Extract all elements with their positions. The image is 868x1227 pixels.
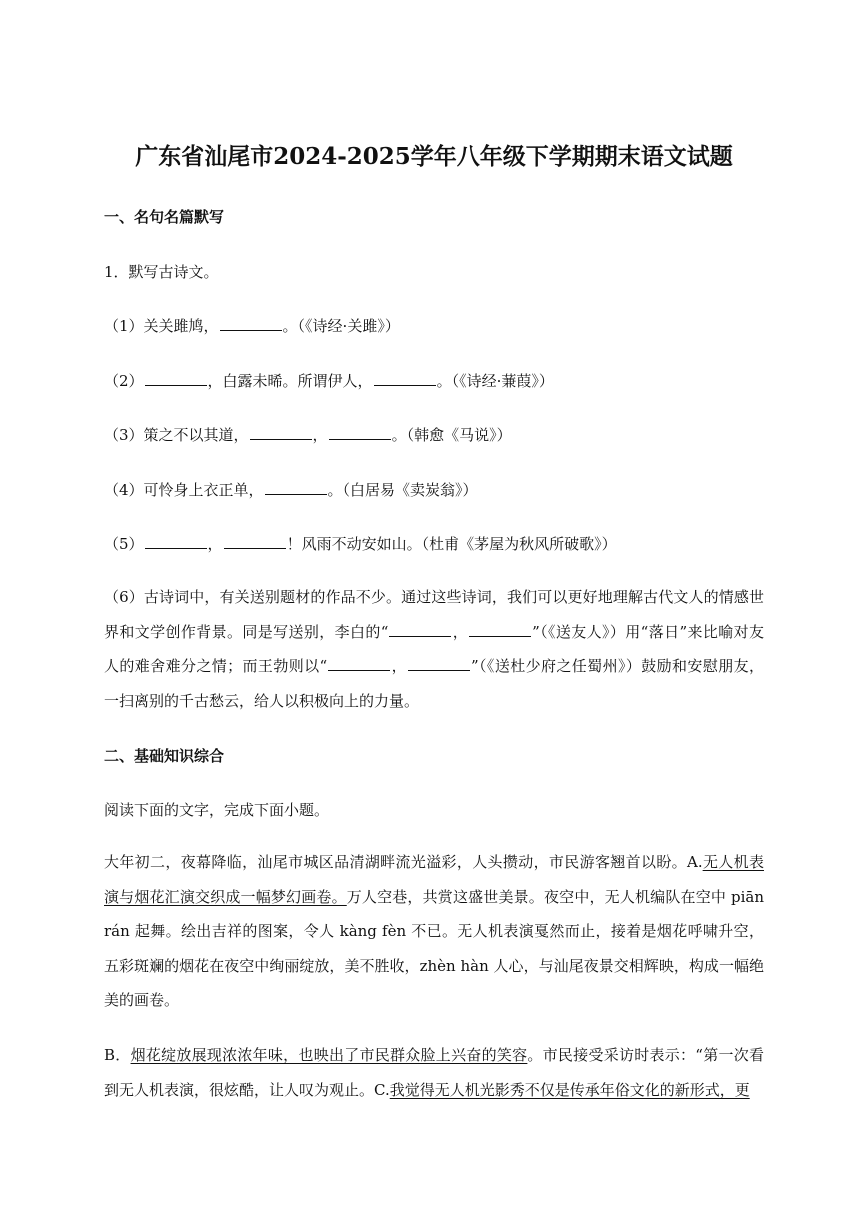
item-5-text-b: ， — [207, 535, 223, 553]
answer-blank[interactable] — [265, 480, 327, 495]
item-2-text-c: 。（《诗经·蒹葭》） — [436, 372, 554, 390]
item-4-text-b: 。（白居易《卖炭翁》） — [327, 481, 478, 499]
item-4 — [104, 479, 478, 500]
item-3-text-b: ， — [312, 426, 328, 444]
answer-blank[interactable] — [145, 534, 207, 549]
item-3 — [104, 424, 512, 445]
item-1-text-a: （1）关关雎鸠， — [104, 317, 219, 335]
reading-instruction: 阅读下面的文字，完成下面小题。 — [104, 801, 330, 819]
answer-blank[interactable] — [408, 656, 470, 671]
item-1 — [104, 315, 400, 336]
item-5-text-c: ！风雨不动安如山。（杜甫《茅屋为秋风所破歌》） — [286, 535, 617, 553]
paragraph-2-text-a: B． — [104, 1046, 131, 1064]
item-3-text-c: 。（韩愈《马说》） — [391, 426, 512, 444]
item-6-text-a: （6）古诗词中，有关送别题材的作品不少。通过这些诗词，我们可以更好地理解古代文人的情感世界和文学创作背景。同是写送别，李白的“ — [104, 588, 764, 641]
answer-blank[interactable] — [250, 425, 312, 440]
answer-blank[interactable] — [329, 425, 391, 440]
reading-paragraph-2 — [104, 1038, 764, 1107]
answer-blank[interactable] — [469, 622, 531, 637]
item-3-text-a: （3）策之不以其道， — [104, 426, 249, 444]
item-6 — [104, 580, 764, 718]
question-1-stem: 1．默写古诗文。 — [104, 263, 219, 281]
item-6-text-e: ”（《送杜少府之任蜀州》）鼓励和安慰朋友，一扫离别的千古愁云，给人以积极向上的力量。 — [104, 657, 764, 710]
item-5-text-a: （5） — [104, 535, 144, 553]
reading-paragraph-1 — [104, 845, 764, 1018]
paragraph-2-text-b: 。市民接受采访时表示：“第一次看到无人机表演，很炫酷，让人叹为观止。C. — [104, 1046, 764, 1099]
paragraph-1-text-b: 万人空巷，共赏这盛世美景。夜空中，无人机编队在空中 piān rán 起舞。绘出吉祥的图案，令人 kàng fèn 不已。无人机表演戛然而止，接着是烟花呼啸升空，五彩斑斓的烟花在夜空中绚丽绽放，美不胜收，zhèn hàn 人心，与汕尾夜景交相辉映，构成一幅绝美的画卷。 — [104, 887, 764, 1009]
answer-blank[interactable] — [145, 371, 207, 386]
item-1-text-b: 。（《诗经·关雎》） — [282, 317, 400, 335]
item-2 — [104, 370, 554, 391]
underlined-sentence-b: 烟花绽放展现浓浓年味，也映出了市民群众脸上兴奋的笑容 — [130, 1046, 528, 1064]
answer-blank[interactable] — [389, 622, 451, 637]
underlined-sentence-a: 无人机表演与烟花汇演交织成一幅梦幻画卷。 — [104, 853, 764, 906]
document-title: 广东省汕尾市2024-2025学年八年级下学期期末语文试题 — [135, 143, 733, 170]
item-4-text-a: （4）可怜身上衣正单， — [104, 481, 264, 499]
section-heading-1: 一、名句名篇默写 — [104, 208, 225, 226]
answer-blank[interactable] — [374, 371, 436, 386]
section-heading-2: 二、基础知识综合 — [104, 747, 225, 765]
answer-blank[interactable] — [328, 656, 390, 671]
item-6-text-c: ”（《送友人》）用“落日”来比喻对友人的难舍难分之情；而王勃则以“ — [104, 622, 764, 675]
item-6-text-b: ， — [452, 622, 469, 641]
underlined-sentence-c: 我觉得无人机光影秀不仅是传承年俗文化的新形式，更 — [389, 1080, 750, 1099]
answer-blank[interactable] — [220, 316, 282, 331]
item-6-text-d: ， — [391, 657, 407, 675]
paragraph-1-text-a: 大年初二，夜幕降临，汕尾市城区品清湖畔流光溢彩，人头攒动，市民游客翘首以盼。A. — [104, 853, 703, 871]
answer-blank[interactable] — [224, 534, 286, 549]
item-2-text-b: ，白露未晞。所谓伊人， — [207, 372, 373, 390]
item-5 — [104, 533, 617, 554]
item-2-text-a: （2） — [104, 372, 144, 390]
